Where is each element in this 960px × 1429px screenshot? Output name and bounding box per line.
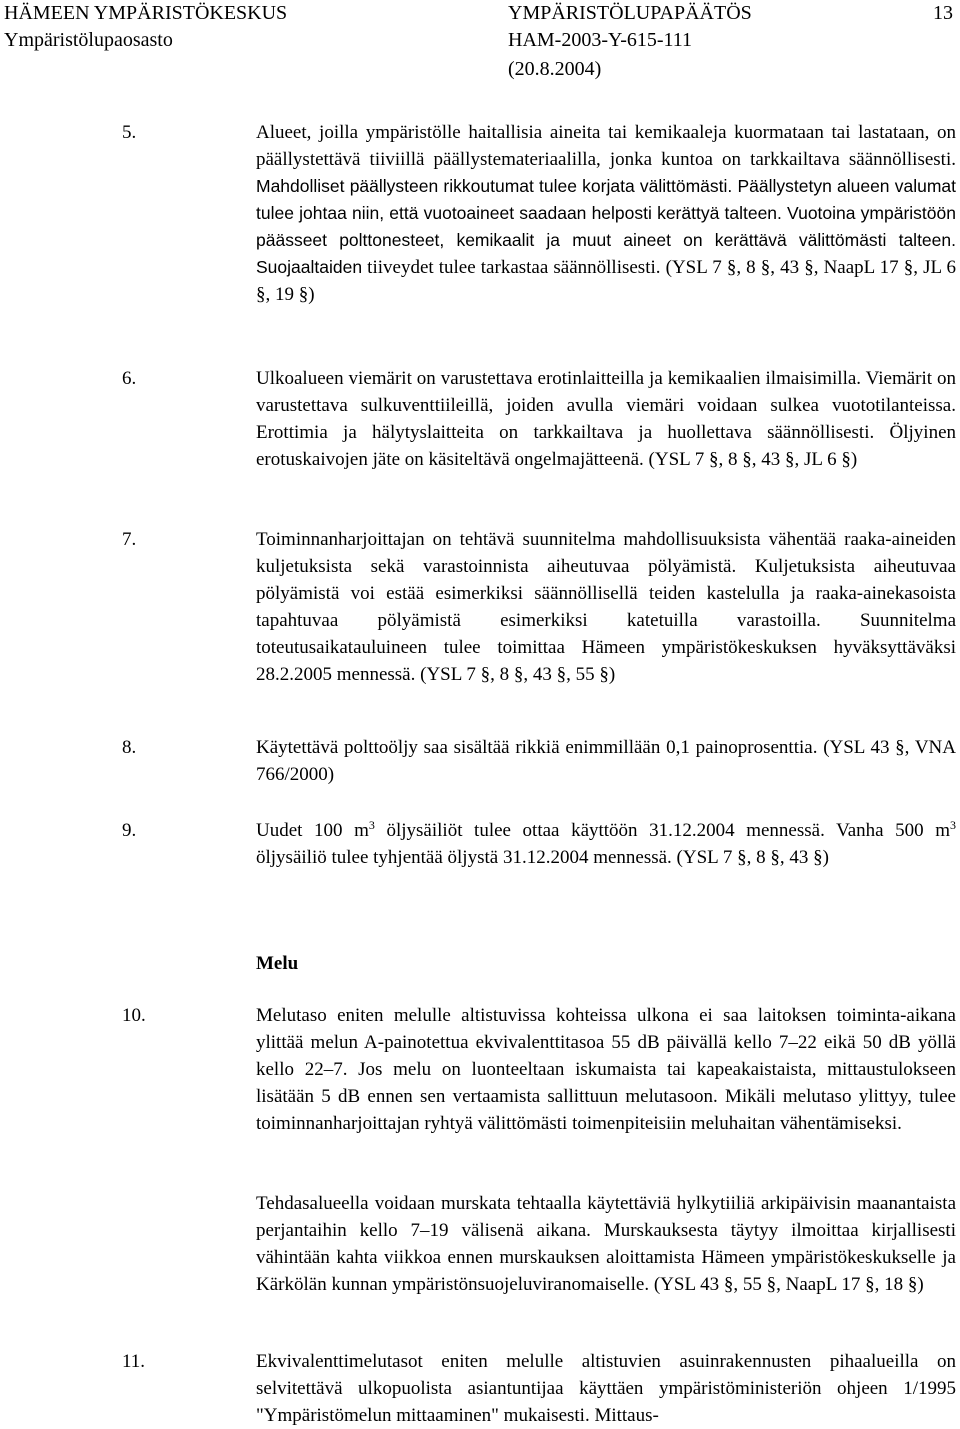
item-text: Uudet 100 $m^3$ öljysäiliöt tulee ottaa käyttöön 31.12.2004 mennessä. Vanha 500 $m^3$ öljysäiliö tulee tyhjentää öljystä 31.12.2004 mennessä. (YSL 7 §, 8 §, 43 §)	[256, 818, 957, 868]
item-text: Ekvivalenttimelutasot eniten melulle altistuvien asuinrakennusten pihaalueilla on selvitettävä ulkopuolista asiantuntijaa käyttäen ympäristöministeriön ohjeen 1/1995 "Ympäristömelun mittaaminen" mukaisesti. Mittaus-	[256, 1351, 956, 1426]
item-number: 6.	[122, 368, 137, 389]
item-text: Melutaso eniten melulle altistuvissa kohteissa ulkona ei saa laitoksen toiminta-aikana ylittää melun A-painotettua ekvivalenttitasoa 55 dB päivällä kello 7–22 eikä 50 dB yöllä kello 22–7. Jos melu on luonteeltaan iskumaista tai kapeakaistaista, mittaustulokseen lisätään 5 dB ennen sen vertaamista sallittuun melutasoon. Mikäli melutaso ylittyy, tulee toiminnanharjoittajan ryhtyä välittömästi toimenpiteisiin meluhaitan vähentämiseksi.	[256, 1005, 956, 1134]
header-department: Ympäristölupaosasto	[4, 29, 173, 51]
item-number: 11.	[122, 1351, 146, 1372]
item-number: 5.	[122, 122, 137, 143]
item-text: Toiminnanharjoittajan on tehtävä suunnitelma mahdollisuuksista vähentää raaka-aineiden kuljetuksista sekä varastoinnista aiheutuvaa pölyämistä. Kuljetuksista aiheutuvaa pölyämistä voi estää esimerkiksi säännöllisellä teiden kastelulla ja raaka-ainekasoista tapahtuvaa pölyämistä esimerkiksi katetuilla varastoilla. Suunnitelma toteutusaikatauluineen tulee toimittaa Hämeen ympäristökeskuksen hyväksyttäväksi 28.2.2005 mennessä. (YSL 7 §, 8 §, 43 §, 55 §)	[256, 529, 956, 685]
item-text: Alueet, joilla ympäristölle haitallisia aineita tai kemikaaleja kuormataan tai lastataan, on päällystettävä tiiviillä päällystemateriaalilla, jonka kuntoa on tarkkailtava säännöllisesti. Mahdolliset päällysteen rikkoutumat tulee korjata välittömästi. Päällystetyn alueen valumat tulee johtaa niin, että vuotoaineet saadaan helposti kerättyä talteen. Vuotoina ympäristöön päässeet polttonesteet, kemikaalit ja muut aineet on kerättävä välittömästi talteen. Suojaaltaiden tiiveydet tulee tarkastaa säännöllisesti. (YSL 7 §, 8 §, 43 §, NaapL 17 §, JL 6 §, 19 §)	[256, 122, 957, 305]
item-text: Käytettävä polttoöljy saa sisältää rikkiä enimmillään 0,1 painoprosenttia. (YSL 43 §, VNA 766/2000)	[256, 737, 956, 785]
page-header	[0, 0, 960, 100]
page-number: 13	[933, 2, 953, 24]
header-organization: HÄMEEN YMPÄRISTÖKESKUS	[4, 2, 288, 24]
item-number: 8.	[122, 737, 137, 758]
header-date: (20.8.2004)	[508, 58, 602, 80]
item-text: Ulkoalueen viemärit on varustettava erotinlaitteilla ja kemikaalien ilmaisimilla. Viemärit on varustettava sulkuventtiileillä, joiden avulla viemäri voidaan sulkea vuototilanteissa. Erottimia ja hälytyslaitteita on tarkkailtava ja huollettava säännöllisesti. Öljyinen erotuskaivojen jäte on käsiteltävä ongelmajätteenä. (YSL 7 §, 8 §, 43 §, JL 6 §)	[256, 368, 956, 470]
item-number: 10.	[122, 1005, 146, 1026]
item-number: 9.	[122, 820, 137, 841]
item-text: Tehdasalueella voidaan murskata tehtaalla käytettäviä hylkytiiliä arkipäivisin maanantaista perjantaihin kello 7–19 välisenä aikana. Murskauksesta täytyy ilmoittaa kirjallisesti vähintään kahta viikkoa ennen murskauksen aloittamista Hämeen ympäristökeskukselle ja Kärkölän kunnan ympäristönsuojeluviranomaiselle. (YSL 43 §, 55 §, NaapL 17 §, 18 §)	[256, 1193, 956, 1295]
section-heading: Melu	[256, 953, 299, 974]
item-number: 7.	[122, 529, 137, 550]
header-document-type: YMPÄRISTÖLUPAPÄÄTÖS	[508, 2, 752, 24]
header-document-id: HAM-2003-Y-615-111	[508, 29, 693, 51]
